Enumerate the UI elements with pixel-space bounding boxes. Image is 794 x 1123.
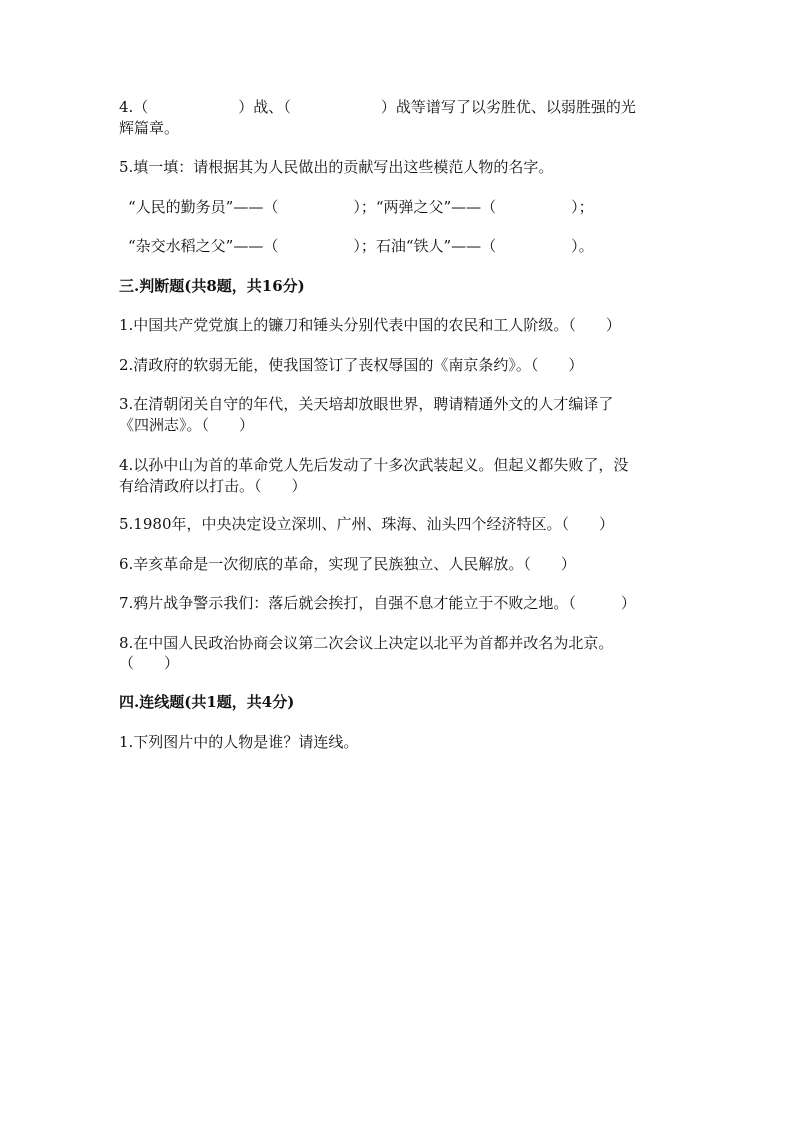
section-3-title: 三.判断题(共8题，共16分) [119, 277, 305, 295]
question-4-line-2: 辉篇章。 [119, 119, 180, 137]
judgement-item-6: 6.辛亥革命是一次彻底的革命，实现了民族独立、人民解放。（ ） [119, 555, 576, 573]
question-5-row-1: “人民的勤务员”——（ ）；“两弹之父”——（ ）； [128, 198, 594, 216]
judgement-item-3-line-2: 《四洲志》。（ ） [119, 416, 255, 434]
judgement-item-5: 5.1980年，中央决定设立深圳、广州、珠海、汕头四个经济特区。（ ） [119, 515, 614, 533]
judgement-item-8-line-2: （ ） [119, 654, 180, 672]
judgement-item-7: 7.鸦片战争警示我们：落后就会挨打，自强不息才能立于不败之地。（ ） [119, 594, 636, 612]
question-5-row-2: “杂交水稻之父”——（ ）；石油“铁人”——（ ）。 [128, 237, 594, 255]
judgement-item-2: 2.清政府的软弱无能，使我国签订了丧权辱国的《南京条约》。（ ） [119, 356, 584, 374]
judgement-item-3-line-1: 3.在清朝闭关自守的年代，关天培却放眼世界，聘请精通外文的人才编译了 [119, 395, 614, 413]
question-4-line-1: 4.（ ）战、（ ）战等谱写了以劣胜优、以弱胜强的光 [119, 98, 636, 116]
judgement-item-8-line-1: 8.在中国人民政治协商会议第二次会议上决定以北平为首都并改名为北京。 [119, 634, 614, 652]
judgement-item-4-line-2: 有给清政府以打击。（ ） [119, 477, 307, 495]
section-4-title: 四.连线题(共1题，共4分) [119, 693, 295, 711]
question-5-prompt: 5.填一填：请根据其为人民做出的贡献写出这些模范人物的名字。 [119, 158, 554, 176]
matching-item-1: 1.下列图片中的人物是谁？请连线。 [119, 733, 359, 751]
judgement-item-4-line-1: 4.以孙中山为首的革命党人先后发动了十多次武装起义。但起义都失败了，没 [119, 456, 629, 474]
judgement-item-1: 1.中国共产党党旗上的镰刀和锤头分别代表中国的农民和工人阶级。（ ） [119, 316, 621, 334]
